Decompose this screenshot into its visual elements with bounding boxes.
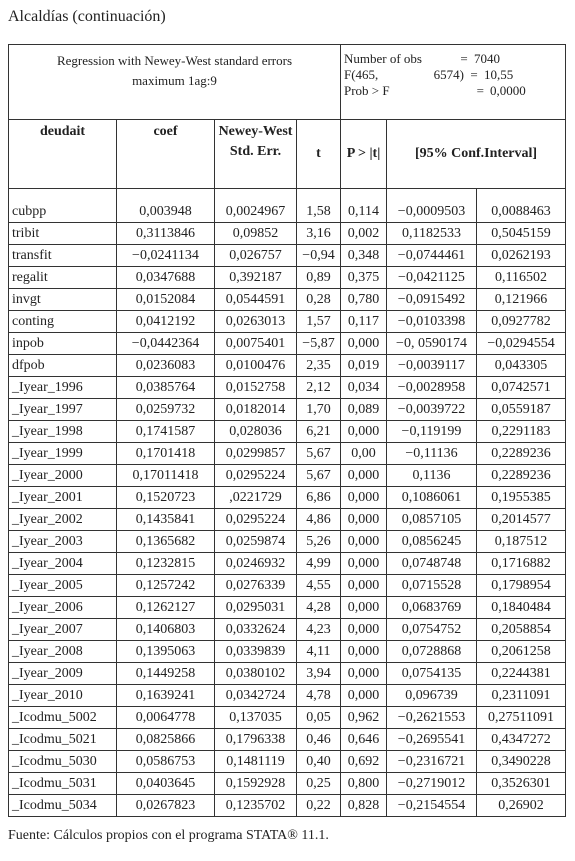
cell-p: 0,000 — [341, 619, 387, 641]
cell-coef: 0,1435841 — [117, 509, 215, 531]
cell-ci-lower: 0,0748748 — [387, 553, 477, 575]
cell-coef: 0,003948 — [117, 189, 215, 223]
cell-ci-lower: −0,2316721 — [387, 751, 477, 773]
cell-std-err: 0,0100476 — [215, 355, 297, 377]
cell-variable: _Iyear_2000 — [9, 465, 117, 487]
cell-ci-upper: 0,27511091 — [477, 707, 566, 729]
cell-ci-lower: 0,0728868 — [387, 641, 477, 663]
table-row — [9, 311, 566, 333]
cell-t: 5,26 — [297, 531, 341, 553]
table-row — [9, 377, 566, 399]
nobs-row — [344, 51, 562, 67]
cell-t: 0,22 — [297, 795, 341, 817]
cell-ci-lower: 0,0683769 — [387, 597, 477, 619]
cell-variable: _Iyear_2003 — [9, 531, 117, 553]
cell-variable: invgt — [9, 289, 117, 311]
table-row — [9, 509, 566, 531]
col-header-std-err-line1: Newey-West — [218, 124, 293, 139]
cell-ci-upper: 0,0088463 — [477, 189, 566, 223]
cell-variable: _Iyear_2007 — [9, 619, 117, 641]
cell-p: 0,034 — [341, 377, 387, 399]
cell-p: 0,00 — [341, 443, 387, 465]
cell-variable: _Icodmu_5034 — [9, 795, 117, 817]
column-header-row — [9, 120, 566, 189]
page-title: Alcaldías (continuación) — [8, 8, 166, 25]
table-row — [9, 465, 566, 487]
cell-ci-upper: 0,2014577 — [477, 509, 566, 531]
cell-t: 1,57 — [297, 311, 341, 333]
cell-t: 4,55 — [297, 575, 341, 597]
cell-ci-upper: 0,2291183 — [477, 421, 566, 443]
cell-variable: _Icodmu_5031 — [9, 773, 117, 795]
cell-t: 4,23 — [297, 619, 341, 641]
cell-ci-lower: −0, 0590174 — [387, 333, 477, 355]
table-row — [9, 421, 566, 443]
table-row — [9, 443, 566, 465]
cell-p: 0,000 — [341, 333, 387, 355]
cell-ci-upper: 0,4347272 — [477, 729, 566, 751]
cell-ci-upper: 0,116502 — [477, 267, 566, 289]
cell-ci-upper: 0,2289236 — [477, 443, 566, 465]
table-row — [9, 795, 566, 817]
cell-ci-upper: −0,0294554 — [477, 333, 566, 355]
cell-variable: cubpp — [9, 189, 117, 223]
col-header-std-err-line2: Std. Err. — [229, 144, 282, 159]
table-row — [9, 355, 566, 377]
regression-stats — [341, 45, 566, 120]
cell-ci-lower: 0,0715528 — [387, 575, 477, 597]
cell-p: 0,780 — [341, 289, 387, 311]
cell-variable: _Iyear_1998 — [9, 421, 117, 443]
cell-t: 0,46 — [297, 729, 341, 751]
cell-ci-lower: −0,2695541 — [387, 729, 477, 751]
cell-ci-lower: 0,1182533 — [387, 223, 477, 245]
cell-p: 0,000 — [341, 553, 387, 575]
cell-coef: 0,0403645 — [117, 773, 215, 795]
table-row — [9, 223, 566, 245]
col-header-std-err — [215, 120, 297, 189]
table-row — [9, 245, 566, 267]
cell-std-err: 0,0259874 — [215, 531, 297, 553]
cell-ci-lower: −0,2154554 — [387, 795, 477, 817]
cell-ci-upper: 0,0262193 — [477, 245, 566, 267]
cell-t: 0,40 — [297, 751, 341, 773]
cell-t: 0,05 — [297, 707, 341, 729]
cell-std-err: 0,0299857 — [215, 443, 297, 465]
cell-ci-lower: −0,2621553 — [387, 707, 477, 729]
cell-coef: 0,0259732 — [117, 399, 215, 421]
cell-std-err: 0,026757 — [215, 245, 297, 267]
col-header-p: P > |t| — [341, 120, 387, 189]
cell-ci-upper: 0,1840484 — [477, 597, 566, 619]
cell-variable: _Icodmu_5021 — [9, 729, 117, 751]
table-row — [9, 641, 566, 663]
cell-t: 6,86 — [297, 487, 341, 509]
nobs-eq: = — [460, 51, 468, 66]
cell-ci-upper: 0,2058854 — [477, 619, 566, 641]
cell-variable: _Iyear_2008 — [9, 641, 117, 663]
cell-ci-upper: 0,121966 — [477, 289, 566, 311]
cell-coef: 0,1232815 — [117, 553, 215, 575]
cell-p: 0,000 — [341, 421, 387, 443]
cell-t: 4,86 — [297, 509, 341, 531]
cell-t: −0,94 — [297, 245, 341, 267]
cell-p: 0,114 — [341, 189, 387, 223]
cell-coef: 0,1395063 — [117, 641, 215, 663]
cell-std-err: 0,0295224 — [215, 465, 297, 487]
cell-variable: _Iyear_1997 — [9, 399, 117, 421]
cell-t: 4,99 — [297, 553, 341, 575]
table-row — [9, 267, 566, 289]
cell-variable: _Icodmu_5002 — [9, 707, 117, 729]
cell-variable: _Iyear_2010 — [9, 685, 117, 707]
cell-ci-upper: 0,0559187 — [477, 399, 566, 421]
cell-ci-lower: 0,0856245 — [387, 531, 477, 553]
cell-variable: dfpob — [9, 355, 117, 377]
cell-coef: 0,1257242 — [117, 575, 215, 597]
cell-p: 0,019 — [341, 355, 387, 377]
cell-ci-lower: 0,0754135 — [387, 663, 477, 685]
cell-coef: 0,0236083 — [117, 355, 215, 377]
cell-ci-upper: 0,1798954 — [477, 575, 566, 597]
cell-t: 0,25 — [297, 773, 341, 795]
cell-std-err: 0,392187 — [215, 267, 297, 289]
cell-t: 0,28 — [297, 289, 341, 311]
cell-coef: 0,1449258 — [117, 663, 215, 685]
cell-variable: transfit — [9, 245, 117, 267]
cell-std-err: 0,0075401 — [215, 333, 297, 355]
cell-t: 4,11 — [297, 641, 341, 663]
cell-ci-upper: 0,2311091 — [477, 685, 566, 707]
cell-p: 0,000 — [341, 487, 387, 509]
cell-variable: _Iyear_2001 — [9, 487, 117, 509]
cell-std-err: 0,028036 — [215, 421, 297, 443]
max-lag: maximum 1ag:9 — [132, 73, 217, 88]
cell-variable: _Iyear_1999 — [9, 443, 117, 465]
cell-coef: 0,1701418 — [117, 443, 215, 465]
cell-coef: 0,1262127 — [117, 597, 215, 619]
cell-ci-upper: 0,0927782 — [477, 311, 566, 333]
nobs-value: 7040 — [474, 51, 500, 66]
cell-coef: 0,0347688 — [117, 267, 215, 289]
cell-variable: inpob — [9, 333, 117, 355]
cell-ci-upper: 0,1716882 — [477, 553, 566, 575]
source-note: Fuente: Cálculos propios con el programa STATA® 11.1. — [8, 828, 329, 843]
cell-std-err: 0,0544591 — [215, 289, 297, 311]
cell-coef: 0,17011418 — [117, 465, 215, 487]
cell-ci-upper: 0,26902 — [477, 795, 566, 817]
cell-p: 0,000 — [341, 531, 387, 553]
table-row — [9, 597, 566, 619]
regression-type: Regression with Newey-West standard errors — [56, 53, 293, 68]
cell-std-err: 0,0295031 — [215, 597, 297, 619]
cell-t: 4,78 — [297, 685, 341, 707]
cell-p: 0,000 — [341, 509, 387, 531]
cell-ci-lower: −0,0028958 — [387, 377, 477, 399]
f-label: F(465, — [344, 67, 379, 82]
cell-coef: 0,0064778 — [117, 707, 215, 729]
cell-ci-lower: −0,0009503 — [387, 189, 477, 223]
table-row — [9, 619, 566, 641]
cell-ci-lower: −0,0744461 — [387, 245, 477, 267]
cell-ci-lower: −0,0039722 — [387, 399, 477, 421]
cell-coef: 0,0267823 — [117, 795, 215, 817]
cell-ci-upper: 0,3526301 — [477, 773, 566, 795]
cell-t: 4,28 — [297, 597, 341, 619]
cell-std-err: 0,0182014 — [215, 399, 297, 421]
f-value: 10,55 — [484, 67, 514, 82]
prob-row — [344, 83, 562, 99]
table-row — [9, 189, 566, 223]
col-header-var: deudait — [9, 120, 117, 189]
cell-std-err: 0,0332624 — [215, 619, 297, 641]
cell-ci-upper: 0,2061258 — [477, 641, 566, 663]
table-row — [9, 773, 566, 795]
cell-p: 0,000 — [341, 641, 387, 663]
cell-p: 0,000 — [341, 663, 387, 685]
cell-std-err: 0,1481119 — [215, 751, 297, 773]
cell-coef: 0,1520723 — [117, 487, 215, 509]
cell-variable: _Icodmu_5030 — [9, 751, 117, 773]
cell-coef: 0,0412192 — [117, 311, 215, 333]
table-row — [9, 707, 566, 729]
cell-ci-lower: 0,1136 — [387, 465, 477, 487]
table-row — [9, 487, 566, 509]
cell-p: 0,000 — [341, 685, 387, 707]
cell-p: 0,000 — [341, 465, 387, 487]
cell-ci-lower: −0,0039117 — [387, 355, 477, 377]
cell-ci-upper: 0,0742571 — [477, 377, 566, 399]
cell-p: 0,692 — [341, 751, 387, 773]
cell-t: 6,21 — [297, 421, 341, 443]
cell-variable: _Iyear_2009 — [9, 663, 117, 685]
nobs-label: Number of obs — [344, 51, 422, 66]
cell-ci-upper: 0,1955385 — [477, 487, 566, 509]
cell-coef: 0,1406803 — [117, 619, 215, 641]
cell-p: 0,375 — [341, 267, 387, 289]
cell-variable: _Iyear_2006 — [9, 597, 117, 619]
cell-ci-upper: 0,2244381 — [477, 663, 566, 685]
cell-variable: _Iyear_1996 — [9, 377, 117, 399]
cell-std-err: 0,0295224 — [215, 509, 297, 531]
cell-p: 0,000 — [341, 597, 387, 619]
cell-std-err: 0,0342724 — [215, 685, 297, 707]
cell-std-err: 0,1796338 — [215, 729, 297, 751]
cell-p: 0,117 — [341, 311, 387, 333]
table-row — [9, 663, 566, 685]
cell-coef: 0,1365682 — [117, 531, 215, 553]
cell-std-err: 0,09852 — [215, 223, 297, 245]
cell-coef: 0,1639241 — [117, 685, 215, 707]
cell-ci-lower: 0,096739 — [387, 685, 477, 707]
cell-ci-lower: −0,119199 — [387, 421, 477, 443]
cell-t: 2,35 — [297, 355, 341, 377]
table-row — [9, 289, 566, 311]
col-header-t: t — [297, 120, 341, 189]
cell-std-err: 0,0246932 — [215, 553, 297, 575]
prob-value: 0,0000 — [490, 83, 526, 98]
cell-ci-upper: 0,2289236 — [477, 465, 566, 487]
prob-label: Prob > F — [344, 83, 390, 98]
cell-variable: _Iyear_2002 — [9, 509, 117, 531]
cell-p: 0,348 — [341, 245, 387, 267]
cell-ci-upper: 0,5045159 — [477, 223, 566, 245]
cell-p: 0,646 — [341, 729, 387, 751]
prob-eq: = — [476, 83, 484, 98]
table-row — [9, 333, 566, 355]
cell-variable: tribit — [9, 223, 117, 245]
cell-t: 2,12 — [297, 377, 341, 399]
col-header-conf-interval: [95% Conf.Interval] — [387, 120, 566, 189]
f-df2: 6574) — [433, 67, 464, 82]
cell-t: 0,89 — [297, 267, 341, 289]
cell-coef: −0,0442364 — [117, 333, 215, 355]
cell-std-err: 0,0339839 — [215, 641, 297, 663]
cell-variable: conting — [9, 311, 117, 333]
table-row — [9, 729, 566, 751]
table-row — [9, 553, 566, 575]
cell-ci-lower: −0,0103398 — [387, 311, 477, 333]
cell-std-err: 0,0024967 — [215, 189, 297, 223]
cell-ci-lower: 0,1086061 — [387, 487, 477, 509]
cell-ci-upper: 0,3490228 — [477, 751, 566, 773]
cell-std-err: 0,0152758 — [215, 377, 297, 399]
cell-std-err: 0,1592928 — [215, 773, 297, 795]
cell-std-err: 0,1235702 — [215, 795, 297, 817]
table-body — [9, 189, 566, 817]
table-row — [9, 685, 566, 707]
cell-ci-lower: 0,0754752 — [387, 619, 477, 641]
cell-ci-lower: −0,0915492 — [387, 289, 477, 311]
cell-std-err: ,0221729 — [215, 487, 297, 509]
cell-ci-lower: 0,0857105 — [387, 509, 477, 531]
cell-coef: −0,0241134 — [117, 245, 215, 267]
cell-std-err: 0,137035 — [215, 707, 297, 729]
cell-p: 0,962 — [341, 707, 387, 729]
cell-t: −5,87 — [297, 333, 341, 355]
cell-p: 0,000 — [341, 575, 387, 597]
cell-variable: regalit — [9, 267, 117, 289]
cell-ci-lower: −0,11136 — [387, 443, 477, 465]
table-row — [9, 531, 566, 553]
table-row — [9, 399, 566, 421]
cell-t: 5,67 — [297, 443, 341, 465]
cell-coef: 0,3113846 — [117, 223, 215, 245]
cell-p: 0,002 — [341, 223, 387, 245]
cell-p: 0,800 — [341, 773, 387, 795]
cell-p: 0,828 — [341, 795, 387, 817]
cell-std-err: 0,0263013 — [215, 311, 297, 333]
cell-t: 1,70 — [297, 399, 341, 421]
cell-coef: 0,1741587 — [117, 421, 215, 443]
cell-variable: _Iyear_2004 — [9, 553, 117, 575]
cell-ci-upper: 0,187512 — [477, 531, 566, 553]
cell-std-err: 0,0276339 — [215, 575, 297, 597]
cell-coef: 0,0385764 — [117, 377, 215, 399]
cell-coef: 0,0586753 — [117, 751, 215, 773]
cell-t: 5,67 — [297, 465, 341, 487]
cell-t: 1,58 — [297, 189, 341, 223]
cell-std-err: 0,0380102 — [215, 663, 297, 685]
cell-p: 0,089 — [341, 399, 387, 421]
regression-description — [9, 45, 341, 120]
f-eq: = — [470, 67, 478, 82]
cell-variable: _Iyear_2005 — [9, 575, 117, 597]
col-header-coef: coef — [117, 120, 215, 189]
cell-coef: 0,0152084 — [117, 289, 215, 311]
table-row — [9, 751, 566, 773]
f-row — [344, 67, 562, 83]
cell-ci-upper: 0,043305 — [477, 355, 566, 377]
cell-t: 3,94 — [297, 663, 341, 685]
cell-ci-lower: −0,0421125 — [387, 267, 477, 289]
table-row — [9, 575, 566, 597]
cell-t: 3,16 — [297, 223, 341, 245]
cell-ci-lower: −0,2719012 — [387, 773, 477, 795]
regression-table — [8, 44, 566, 817]
regression-info-row — [9, 45, 566, 120]
cell-coef: 0,0825866 — [117, 729, 215, 751]
